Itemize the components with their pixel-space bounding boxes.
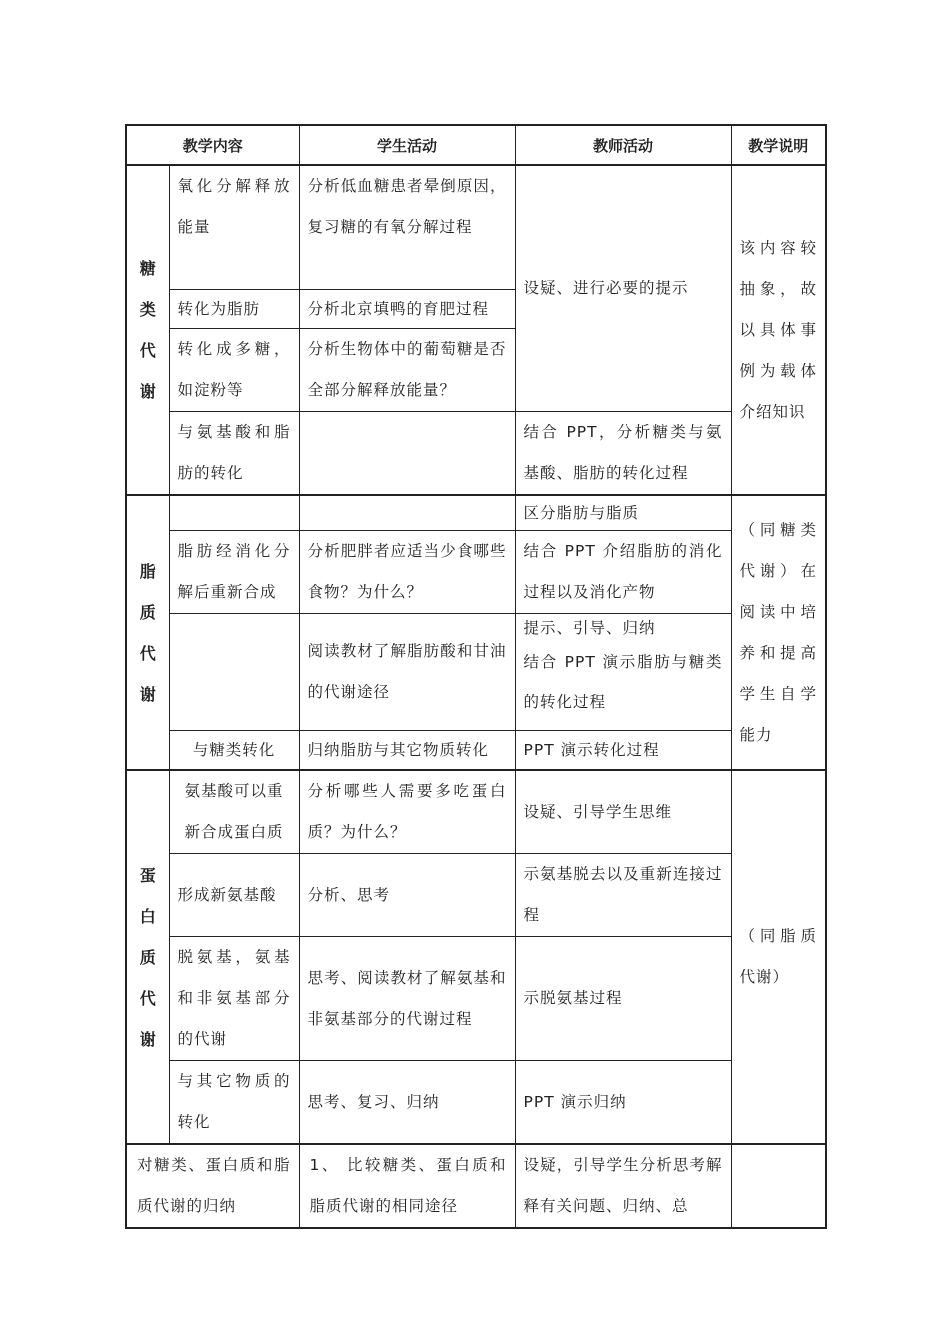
content-cell: [169, 937, 299, 1061]
note-cell: [731, 770, 826, 1144]
header-row: [126, 125, 826, 165]
lesson-plan-table: [125, 124, 827, 1229]
content-text: 脂肪经消化分解后重新合成: [177, 542, 291, 601]
student-cell: [299, 531, 515, 614]
teacher-text: 示脱氨基过程: [523, 989, 623, 1007]
teacher-text: 设疑、进行必要的提示: [523, 279, 689, 297]
teacher-cell: [515, 770, 731, 854]
student-cell: [299, 495, 515, 531]
content-cell: [169, 290, 299, 329]
teacher-cell: [515, 165, 731, 412]
student-text: 思考、阅读教材了解氨基和非氨基部分的代谢过程: [307, 968, 507, 1028]
content-cell: [169, 165, 299, 290]
category-char: 谢: [139, 382, 156, 401]
teacher-text: 结合 PPT 介绍脂肪的消化过程以及消化产物: [523, 542, 723, 601]
table-row: [126, 854, 826, 937]
student-cell: [299, 1061, 515, 1145]
content-cell: [169, 731, 299, 771]
content-text: 与糖类转化: [192, 741, 276, 759]
category-char: 蛋: [139, 865, 156, 885]
content-text: 与氨基酸和脂肪的转化: [177, 423, 291, 482]
table-row: [126, 412, 826, 496]
content-text: 与其它物质的转化: [177, 1072, 291, 1131]
content-cell: [169, 854, 299, 937]
student-cell: [299, 412, 515, 496]
table-row: [126, 770, 826, 854]
teacher-cell: [515, 1061, 731, 1145]
summary-note-cell: [731, 1144, 826, 1228]
category-protein-metabolism: [126, 770, 169, 1144]
content-cell: [169, 531, 299, 614]
teacher-cell: [515, 531, 731, 614]
header-content: 教学内容: [126, 125, 299, 165]
note-text: （同脂质代谢）: [739, 927, 818, 986]
teacher-text: 结合 PPT，分析糖类与氨基酸、脂肪的转化过程: [523, 423, 723, 482]
student-cell: [299, 731, 515, 771]
table-row: [126, 937, 826, 1061]
note-text: （同糖类代谢）在阅读中培养和提高学生自学能力: [739, 520, 818, 744]
lesson-plan-table-wrapper: [125, 124, 827, 1229]
teacher-cell: [515, 731, 731, 771]
content-cell: [169, 770, 299, 854]
header-student-activity: 学生活动: [299, 125, 515, 165]
category-lipid-metabolism: [126, 495, 169, 770]
student-text: 分析哪些人需要多吃蛋白质？为什么？: [307, 782, 507, 841]
category-char: 糖: [139, 259, 156, 278]
summary-student-cell: [299, 1144, 515, 1228]
student-text: 分析肥胖者应适当少食哪些食物？为什么？: [307, 542, 507, 601]
summary-content-text: 对糖类、蛋白质和脂质代谢的归纳: [137, 1156, 291, 1215]
content-cell: [169, 495, 299, 531]
teacher-cell: [515, 614, 731, 731]
table-row: [126, 614, 826, 731]
category-char: 类: [139, 300, 156, 319]
teacher-text: 提示、引导、归纳: [523, 619, 656, 637]
student-cell: [299, 165, 515, 290]
student-text: 分析北京填鸭的育肥过程: [307, 300, 490, 318]
header-teacher-activity: 教师活动: [515, 125, 731, 165]
student-text: 分析低血糖患者晕倒原因，复习糖的有氧分解过程: [307, 177, 507, 236]
table-row: [126, 731, 826, 771]
summary-content-cell: [126, 1144, 299, 1228]
teacher-text: PPT 演示归纳: [523, 1092, 627, 1111]
summary-student-text: 1、 比较糖类、蛋白质和脂质代谢的相同途径: [309, 1156, 507, 1215]
content-text: 转化成多糖，如淀粉等: [177, 340, 291, 399]
category-sugar-metabolism: [126, 165, 169, 495]
student-cell: [299, 854, 515, 937]
table-row: [126, 531, 826, 614]
content-text: 脱氨基，氨基和非氨基部分的代谢: [177, 948, 291, 1048]
student-cell: [299, 290, 515, 329]
header-teaching-note: 教学说明: [731, 125, 826, 165]
teacher-cell: [515, 937, 731, 1061]
category-char: 代: [139, 643, 156, 663]
category-char: 白: [139, 906, 156, 926]
content-cell: [169, 329, 299, 412]
content-text: 转化为脂肪: [177, 300, 261, 318]
student-cell: [299, 614, 515, 731]
student-text: 思考、复习、归纳: [307, 1092, 440, 1111]
teacher-text: 结合 PPT 演示脂肪与糖类的转化过程: [523, 653, 723, 711]
note-text: 该内容较抽象，故以具体事例为载体介绍知识: [739, 238, 818, 421]
student-text: 归纳脂肪与其它物质转化: [307, 741, 490, 759]
summary-teacher-cell: [515, 1144, 731, 1228]
table-row: [126, 495, 826, 531]
teacher-cell: [515, 412, 731, 496]
table-row: [126, 1061, 826, 1145]
summary-row: [126, 1144, 826, 1228]
content-text: 氧化分解释放能量: [177, 177, 291, 236]
category-char: 质: [139, 602, 156, 622]
category-char: 质: [139, 947, 156, 967]
summary-teacher-text: 设疑，引导学生分析思考解释有关问题、归纳、总: [523, 1156, 723, 1215]
content-cell: [169, 412, 299, 496]
student-text: 阅读教材了解脂肪酸和甘油的代谢途径: [307, 642, 507, 701]
student-cell: [299, 770, 515, 854]
teacher-text: 区分脂肪与脂质: [523, 504, 640, 522]
category-char: 脂: [139, 561, 156, 581]
teacher-cell: [515, 854, 731, 937]
content-text: 形成新氨基酸: [177, 885, 277, 904]
teacher-text: 设疑、引导学生思维: [523, 802, 673, 821]
category-char: 谢: [139, 684, 156, 704]
student-text: 分析、思考: [307, 885, 391, 904]
teacher-cell: [515, 495, 731, 531]
student-cell: [299, 329, 515, 412]
category-char: 代: [139, 988, 156, 1008]
category-char: 谢: [139, 1029, 156, 1049]
content-text: 氨基酸可以重新合成蛋白质: [184, 782, 284, 841]
student-cell: [299, 937, 515, 1061]
note-cell: [731, 165, 826, 495]
teacher-text: 示氨基脱去以及重新连接过程: [523, 865, 723, 924]
teacher-text: PPT 演示转化过程: [523, 741, 660, 759]
content-cell: [169, 614, 299, 731]
note-cell: [731, 495, 826, 770]
category-char: 代: [139, 341, 156, 360]
content-cell: [169, 1061, 299, 1145]
table-row: [126, 165, 826, 290]
student-text: 分析生物体中的葡萄糖是否全部分解释放能量？: [307, 340, 507, 399]
